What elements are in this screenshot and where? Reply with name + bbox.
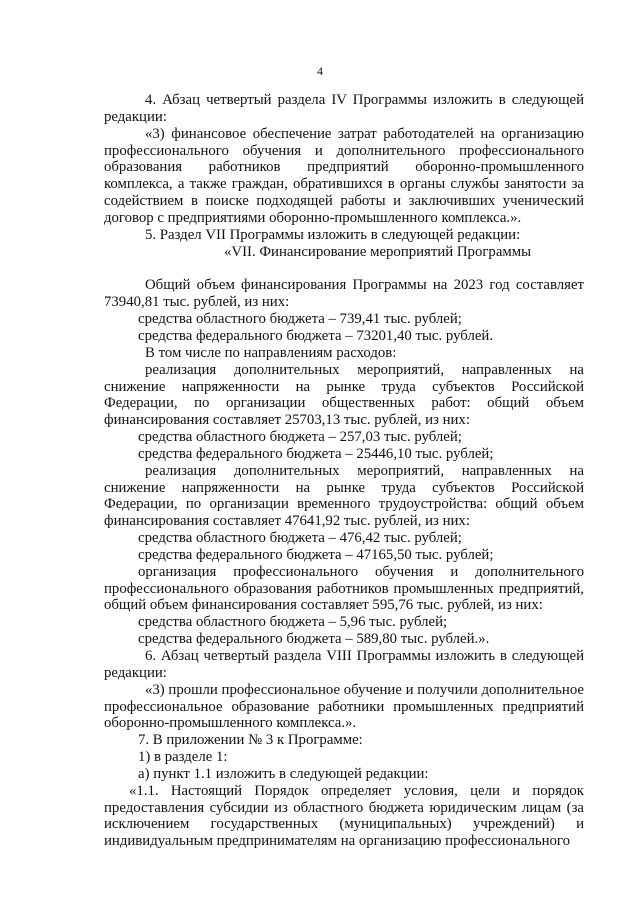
paragraph-regional-budget: средства областного бюджета – 739,41 тыс. рублей; bbox=[138, 311, 462, 328]
paragraph-training-federal: средства федерального бюджета – 589,80 тыс. рублей.». bbox=[138, 631, 490, 648]
paragraph-public-works-federal: средства федерального бюджета – 25446,10 тыс. рублей; bbox=[138, 445, 494, 462]
paragraph-temporary-employment: реализация дополнительных мероприятий, направленных на снижение напряженности на рынке труда субъектов Российской Федерации, по организации временного трудоустройства: общий объем финансирования составляет 47641,92 тыс. рублей, из них: bbox=[104, 462, 584, 530]
paragraph-clause-1-1: «1.1. Настоящий Порядок определяет условия, цели и порядок предоставления субсидии из областного бюджета юридическим лицам (за исключением государственных (муниципальных) учреждений) и индивидуальным предпринимателям на организацию профессионального bbox=[104, 782, 584, 850]
page-number: 4 bbox=[317, 64, 323, 78]
paragraph-item-7: 7. В приложении № 3 к Программе: bbox=[138, 732, 363, 749]
paragraph-redaction-label: редакции: bbox=[104, 108, 167, 125]
paragraph-training: организация профессионального обучения и дополнительного профессионального образования работников промышленных предприятий, общий объем финансирования составляет 595,76 тыс. рублей, из них: bbox=[104, 563, 584, 614]
paragraph-by-directions: В том числе по направлениям расходов: bbox=[145, 344, 397, 361]
section-heading-vii: «VII. Финансирование мероприятий Программы bbox=[224, 243, 532, 260]
document-body bbox=[104, 92, 584, 850]
paragraph-quote-3-trained: «3) прошли профессиональное обучение и получили дополнительное профессиональное образование работники промышленных предприятий оборонно-промышленного комплекса.». bbox=[104, 681, 585, 732]
paragraph-training-regional: средства областного бюджета – 5,96 тыс. рублей; bbox=[138, 614, 448, 631]
blank-line bbox=[104, 260, 584, 277]
paragraph-subitem-1: 1) в разделе 1: bbox=[138, 749, 228, 766]
paragraph-quote-3: «3) финансовое обеспечение затрат работодателей на организацию профессионального обучения и дополнительного профессионального образования работников предприятий оборонно-промышленного комплекса, а также граждан, обратившихся в органы службы занятости за содействием в поиске подходящей работы и заключивших ученический договор с предприятиями оборонно-промышленного комплекса.». bbox=[104, 125, 584, 226]
paragraph-item-5: 5. Раздел VII Программы изложить в следующей редакции: bbox=[145, 226, 521, 243]
paragraph-subitem-a: а) пункт 1.1 изложить в следующей редакции: bbox=[138, 765, 429, 782]
paragraph-public-works-regional: средства областного бюджета – 257,03 тыс. рублей; bbox=[138, 429, 462, 446]
paragraph-item-4: 4. Абзац четвертый раздела IV Программы изложить в следующей bbox=[145, 92, 584, 108]
paragraph-redaction-label-2: редакции: bbox=[104, 664, 167, 681]
paragraph-federal-budget: средства федерального бюджета – 73201,40 тыс. рублей. bbox=[138, 327, 494, 344]
paragraph-total-funding: Общий объем финансирования Программы на 2023 год составляет 73940,81 тыс. рублей, из них: bbox=[104, 277, 584, 311]
paragraph-public-works: реализация дополнительных мероприятий, направленных на снижение напряженности на рынке труда субъектов Российской Федерации, по организации общественных работ: общий объем финансирования составляет 25703,13 тыс. рублей, из них: bbox=[104, 361, 584, 429]
paragraph-item-6: 6. Абзац четвертый раздела VIII Программы изложить в следующей bbox=[145, 648, 584, 664]
paragraph-temporary-regional: средства областного бюджета – 476,42 тыс. рублей; bbox=[138, 530, 462, 547]
paragraph-temporary-federal: средства федерального бюджета – 47165,50 тыс. рублей; bbox=[138, 546, 494, 563]
